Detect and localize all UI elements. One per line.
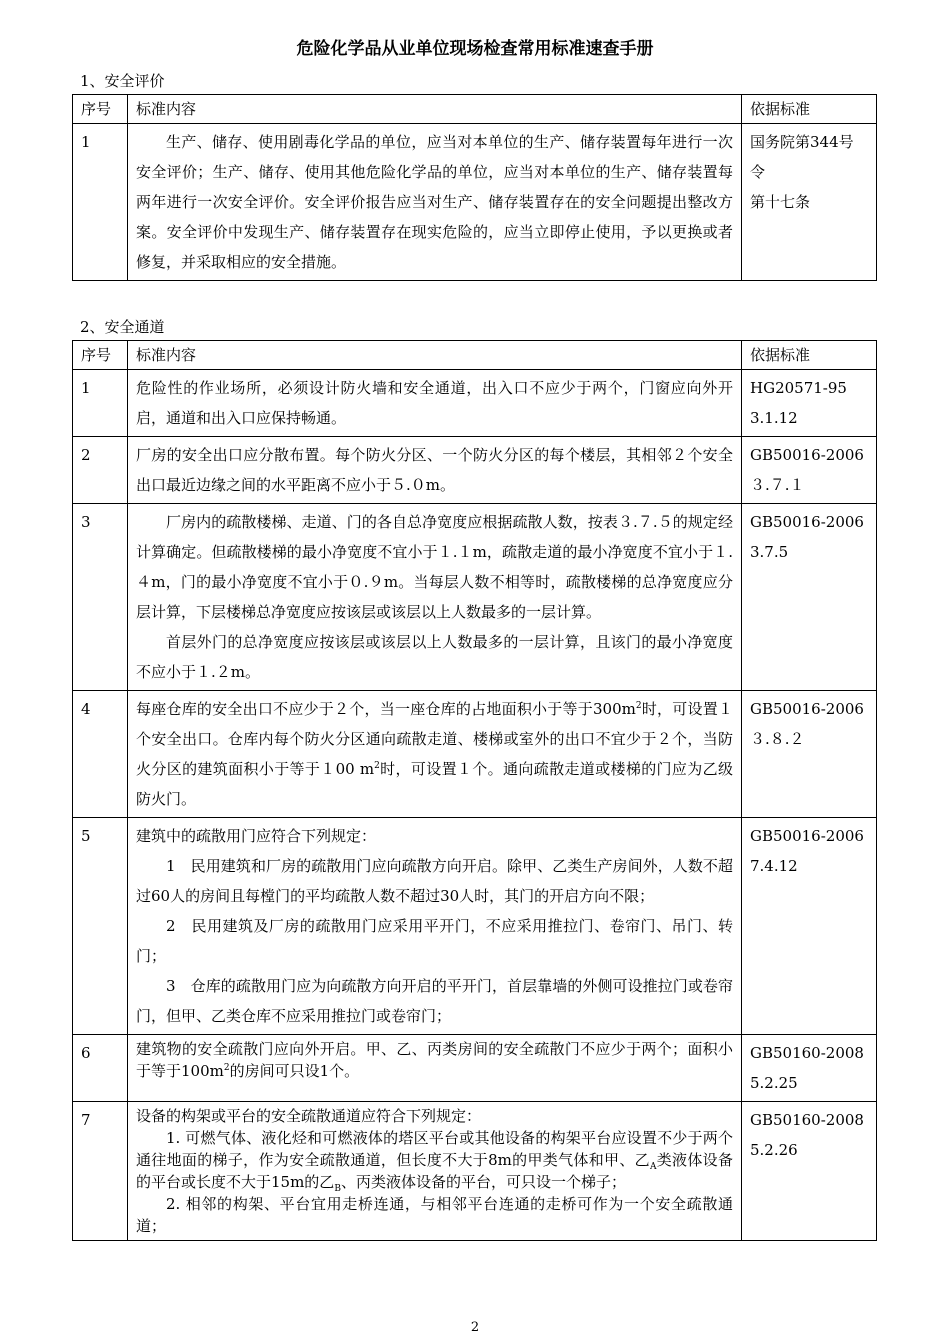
row-content: 设备的构架或平台的安全疏散通道应符合下列规定： 1. 可燃气体、液化烃和可燃液体的塔区平台或其他设备的构架平台应设置不少于两个通往地面的梯子，作为安全疏散通道，但长度不大于8m的甲类气体和甲、乙$_A$类液体设备的平台或长度不大于15m的乙$_B$、丙类液体设备的平台，可只设一个梯子； 2. 相邻的构架、平台宜用走桥连通，与相邻平台连通的走桥可作为一个安全疏散通道； (128, 1102, 742, 1241)
header-basis: 依据标准 (742, 95, 877, 124)
row-basis: HG20571-95 3.1.12 (742, 370, 877, 437)
row-content: 每座仓库的安全出口不应少于２个，当一座仓库的占地面积小于等于$300m^2$时，可设置１个安全出口。仓库内每个防火分区通向疏散走道、楼梯或室外的出口不宜少于２个，当防火分区的建筑面积小于等于１00 $m^2$时，可设置１个。通向疏散走道或楼梯的门应为乙级防火门。 (128, 691, 742, 818)
section-heading-safety-evaluation: 1、安全评价 (80, 72, 165, 90)
row-content: 厂房的安全出口应分散布置。每个防火分区、一个防火分区的每个楼层，其相邻２个安全出口最近边缘之间的水平距离不应小于５.０m。 (128, 437, 742, 504)
table-row (73, 504, 877, 691)
row-no: 7 (73, 1102, 128, 1241)
header-content: 标准内容 (128, 341, 742, 370)
row-basis: GB50016-2006 7.4.12 (742, 818, 877, 1035)
row-no: 1 (73, 124, 128, 281)
row-content: 厂房内的疏散楼梯、走道、门的各自总净宽度应根据疏散人数，按表３.７.５的规定经计算确定。但疏散楼梯的最小净宽度不宜小于１.１m，疏散走道的最小净宽度不宜小于１.４m，门的最小净宽度不宜小于０.９m。当每层人数不相等时，疏散楼梯的总净宽度应分层计算，下层楼梯总净宽度应按该层或该层以上人数最多的一层计算。 首层外门的总净宽度应按该层或该层以上人数最多的一层计算，且该门的最小净宽度不应小于１.２m。 (128, 504, 742, 691)
header-no: 序号 (73, 95, 128, 124)
row-content: 建筑中的疏散用门应符合下列规定： 1 民用建筑和厂房的疏散用门应向疏散方向开启。除甲、乙类生产房间外，人数不超过60人的房间且每樘门的平均疏散人数不超过30人时，其门的开启方向不限； 2 民用建筑及厂房的疏散用门应采用平开门，不应采用推拉门、卷帘门、吊门、转门； 3 仓库的疏散用门应为向疏散方向开启的平开门，首层靠墙的外侧可设推拉门或卷帘门，但甲、乙类仓库不应采用推拉门或卷帘门； (128, 818, 742, 1035)
row-basis: GB50016-2006 ３.７.１ (742, 437, 877, 504)
row-no: 6 (73, 1035, 128, 1102)
table-header-row (73, 95, 877, 124)
row-basis: GB50016-2006 ３.８.２ (742, 691, 877, 818)
table-row (73, 1035, 877, 1102)
row-no: 2 (73, 437, 128, 504)
row-basis: GB50160-2008 5.2.26 (742, 1102, 877, 1241)
table-row (73, 1102, 877, 1241)
table-safety-passage (72, 340, 877, 1241)
page-title: 危险化学品从业单位现场检查常用标准速查手册 (296, 39, 654, 59)
row-no: 1 (73, 370, 128, 437)
table-row (73, 437, 877, 504)
row-content: 危险性的作业场所，必须设计防火墙和安全通道，出入口不应少于两个，门窗应向外开启，通道和出入口应保持畅通。 (128, 370, 742, 437)
section-heading-safety-passage: 2、安全通道 (80, 318, 165, 336)
row-no: 5 (73, 818, 128, 1035)
row-basis: GB50016-2006 3.7.5 (742, 504, 877, 691)
table-row (73, 124, 877, 281)
row-no: 3 (73, 504, 128, 691)
row-no: 4 (73, 691, 128, 818)
table-safety-evaluation (72, 94, 877, 281)
table-row (73, 370, 877, 437)
table-header-row (73, 341, 877, 370)
table-row (73, 818, 877, 1035)
row-basis: 国务院第344号令 第十七条 (742, 124, 877, 281)
row-content: 建筑物的安全疏散门应向外开启。甲、乙、丙类房间的安全疏散门不应少于两个；面积小于等于$100m^2$的房间可只设1个。 (128, 1035, 742, 1102)
header-content: 标准内容 (128, 95, 742, 124)
page-number: 2 (470, 1320, 480, 1335)
header-basis: 依据标准 (742, 341, 877, 370)
table-row (73, 691, 877, 818)
row-basis: GB50160-2008 5.2.25 (742, 1035, 877, 1102)
row-content: 生产、储存、使用剧毒化学品的单位，应当对本单位的生产、储存装置每年进行一次安全评价；生产、储存、使用其他危险化学品的单位，应当对本单位的生产、储存装置每两年进行一次安全评价。安全评价报告应当对生产、储存装置存在的安全问题提出整改方案。安全评价中发现生产、储存装置存在现实危险的，应当立即停止使用，予以更换或者修复，并采取相应的安全措施。 (128, 124, 742, 281)
header-no: 序号 (73, 341, 128, 370)
